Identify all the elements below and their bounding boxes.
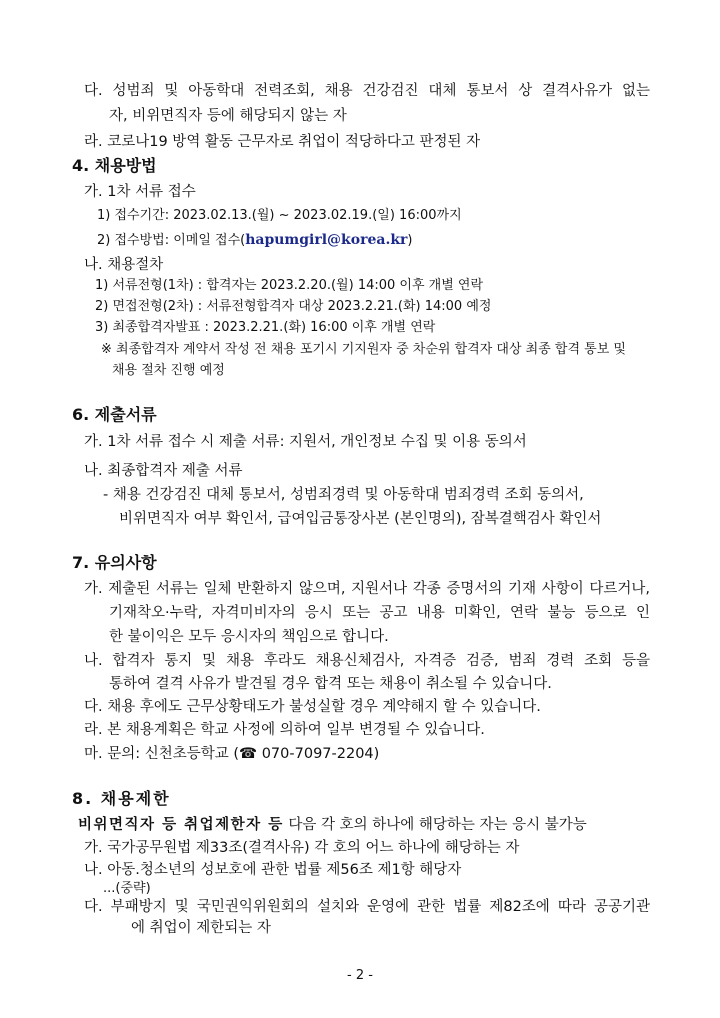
restriction-intro-rest: 다음 각 호의 하나에 해당하는 자는 응시 불가능 [283, 817, 587, 833]
restriction-omitted: ...(중략) [103, 881, 151, 896]
page-number: - 2 - [347, 968, 373, 983]
application-method-label: 2) 접수방법: 이메일 접수( [97, 233, 246, 248]
procedure-step-1: 1) 서류전형(1차) : 합격자는 2023.2.20.(월) 14:00 이후 개별 연락 [95, 278, 484, 293]
eligibility-item-ra: 라. 코로나19 방역 활동 근무자로 취업이 적당하다고 판정된 자 [84, 134, 481, 150]
restriction-intro [78, 815, 587, 835]
restriction-item-ga: 가. 국가공무원법 제33조(결격사유) 각 호의 어느 하나에 해당하는 자 [84, 840, 520, 856]
documents-item-ga: 가. 1차 서류 접수 시 제출 서류: 지원서, 개인정보 수집 및 이용 동의서 [84, 434, 527, 450]
notice-item-na-cont: 통하여 결격 사유가 발견될 경우 합격 또는 채용이 취소될 수 있습니다. [109, 676, 552, 692]
procedure-step-2: 2) 면접전형(2차) : 서류전형합격자 대상 2023.2.21.(화) 14:00 예정 [95, 299, 492, 314]
notice-item-ga-cont-2: 한 불이익은 모두 응시자의 책임으로 합니다. [109, 629, 389, 645]
section-heading-6: 6. 제출서류 [72, 405, 157, 424]
application-method [97, 230, 412, 251]
notice-item-da: 다. 채용 후에도 근무상황태도가 불성실할 경우 계약해지 할 수 있습니다. [84, 699, 541, 715]
application-method-close: ) [407, 233, 413, 248]
contact-email-link[interactable]: hapumgirl@korea.kr [245, 232, 408, 248]
procedure-step-3: 3) 최종합격자발표 : 2023.2.21.(화) 16:00 이후 개별 연락 [95, 320, 436, 335]
documents-item-na: 나. 최종합격자 제출 서류 [84, 463, 243, 479]
restriction-item-da-cont: 에 취업이 제한되는 자 [131, 920, 271, 936]
restriction-item-na: 나. 아동.청소년의 성보호에 관한 법률 제56조 제1항 해당자 [84, 862, 462, 878]
section-heading-8: 8. 채용제한 [72, 789, 171, 808]
eligibility-item-da: 다. 성범죄 및 아동학대 전력조회, 채용 건강검진 대체 통보서 상 결격사유가 없는 [84, 83, 650, 99]
method-item-ga: 가. 1차 서류 접수 [84, 184, 196, 200]
notice-item-na: 나. 합격자 통지 및 채용 후라도 채용신체검사, 자격증 검증, 범죄 경력 조회 등을 [84, 653, 650, 669]
eligibility-item-da-cont: 자, 비위면직자 등에 해당되지 않는 자 [109, 108, 347, 124]
section-heading-7: 7. 유의사항 [72, 553, 157, 572]
restriction-intro-bold: 비위면직자 등 취업제한자 등 [78, 817, 284, 833]
documents-list-2: 비위면직자 여부 확인서, 급여입금통장사본 (본인명의), 잠복결핵검사 확인서 [119, 511, 602, 527]
section-heading-4: 4. 채용방법 [72, 156, 157, 175]
documents-list-1: - 채용 건강검진 대체 통보서, 성범죄경력 및 아동학대 범죄경력 조회 동의서, [103, 487, 584, 503]
application-period: 1) 접수기간: 2023.02.13.(월) ~ 2023.02.19.(일) 16:00까지 [97, 208, 462, 223]
procedure-note: ※ 최종합격자 계약서 작성 전 채용 포기시 기지원자 중 차순위 합격자 대상 최종 합격 통보 및 [101, 342, 626, 357]
notice-item-ga-cont-1: 기재착오·누락, 자격미비자의 응시 또는 공고 내용 미확인, 연락 불능 등으로 인 [109, 605, 650, 621]
notice-item-ra: 라. 본 채용계획은 학교 사정에 의하여 일부 변경될 수 있습니다. [84, 722, 485, 738]
method-item-na: 나. 채용절차 [84, 257, 164, 273]
notice-item-ga: 가. 제출된 서류는 일체 반환하지 않으며, 지원서나 각종 증명서의 기재 사항이 다르거나, [84, 581, 650, 597]
restriction-item-da: 다. 부패방지 및 국민권익위원회의 설치와 운영에 관한 법률 제82조에 따라 공공기관 [84, 899, 650, 915]
procedure-note-cont: 채용 절차 진행 예정 [112, 363, 225, 378]
notice-item-ma-contact: 마. 문의: 신천초등학교 (☎ 070-7097-2204) [84, 746, 380, 762]
